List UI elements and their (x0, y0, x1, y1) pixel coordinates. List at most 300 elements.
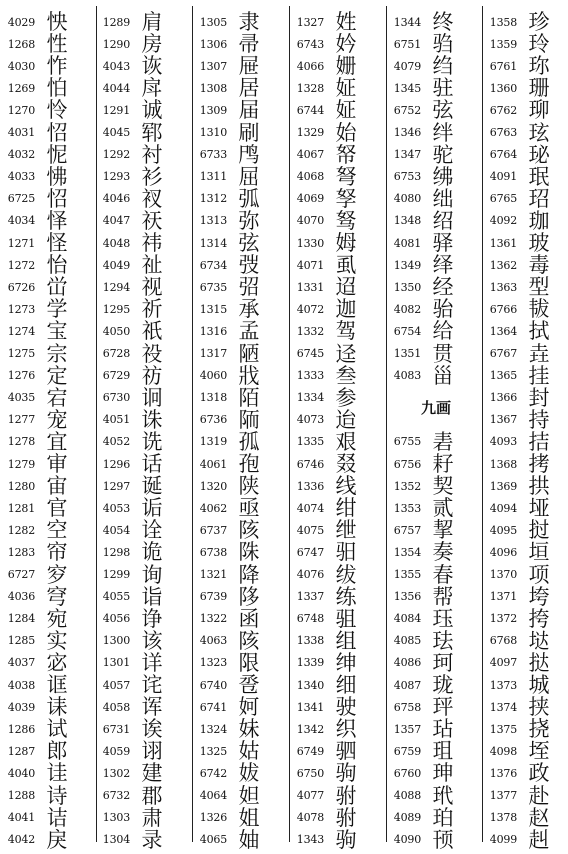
entry-character: 该 (141, 628, 163, 653)
entry-character: 垤 (528, 739, 550, 764)
entry-number: 4062 (199, 501, 227, 515)
entry-character: 官 (46, 496, 68, 521)
entry-character: 诙 (141, 54, 163, 79)
entry-character: 陑 (238, 407, 260, 432)
entry-number: 4033 (7, 170, 35, 184)
entry-number: 4043 (102, 59, 130, 73)
entry-number: 1367 (489, 413, 517, 427)
entry-character: 诞 (141, 474, 163, 499)
stroke-section-heading: 九画 (420, 399, 451, 418)
entry-number: 1298 (102, 545, 130, 559)
entry-character: 挂 (528, 363, 550, 388)
entry-number: 1335 (296, 435, 324, 449)
entry-number: 1372 (489, 612, 517, 626)
entry-number: 1308 (199, 81, 227, 95)
entry-number: 4095 (489, 523, 517, 537)
entry-character: 给 (432, 319, 454, 344)
entry-character: 弦 (432, 98, 454, 123)
entry-number: 1361 (489, 236, 517, 250)
entry-number: 1302 (102, 766, 130, 780)
entry-number: 1292 (102, 148, 130, 162)
entry-character: 性 (46, 32, 68, 57)
entry-number: 4032 (7, 148, 35, 162)
entry-character: 穸 (46, 562, 68, 587)
entry-number: 6759 (393, 744, 421, 758)
entry-number: 6755 (393, 435, 421, 449)
index-column (390, 8, 482, 852)
entry-character: 祇 (141, 319, 163, 344)
entry-character: 珐 (432, 628, 454, 653)
entry-character: 绁 (335, 518, 357, 543)
entry-number: 6726 (7, 280, 35, 294)
index-entry (4, 826, 96, 854)
entry-character: 封 (528, 385, 550, 410)
entry-character: 审 (46, 452, 68, 476)
entry-number: 4071 (296, 258, 324, 272)
entry-character: 挞 (528, 650, 550, 675)
entry-character: 孟 (238, 319, 260, 344)
entry-character: 话 (141, 452, 163, 476)
entry-character: 珊 (528, 76, 550, 101)
entry-character: 妯 (238, 827, 260, 852)
entry-number: 1312 (199, 192, 227, 206)
entry-number: 4053 (102, 501, 130, 515)
entry-character: 垭 (528, 496, 550, 521)
entry-number: 4041 (7, 811, 35, 825)
entry-character: 孢 (238, 452, 260, 476)
entry-character: 姑 (238, 739, 260, 764)
entry-character: 祈 (141, 297, 163, 322)
entry-character: 询 (141, 562, 163, 587)
entry-number: 4082 (393, 302, 421, 316)
entry-number: 1363 (489, 280, 517, 294)
entry-character: 宙 (46, 474, 68, 499)
entry-number: 1299 (102, 568, 130, 581)
entry-character: 珍 (528, 10, 550, 34)
entry-character: 姃 (335, 98, 357, 123)
entry-number: 1278 (7, 435, 35, 449)
entry-character: 诶 (141, 717, 163, 742)
entry-number: 1327 (296, 15, 324, 29)
entry-number: 1371 (489, 590, 517, 604)
entry-character: 织 (335, 717, 357, 742)
entry-number: 1273 (7, 302, 35, 316)
entry-number: 1307 (199, 59, 227, 73)
entry-character: 弩 (335, 164, 357, 189)
index-column (486, 8, 568, 852)
entry-character: 亟 (238, 496, 260, 521)
entry-number: 4093 (489, 435, 517, 449)
entry-character: 珎 (528, 54, 550, 79)
entry-number: 6768 (489, 634, 517, 648)
entry-number: 1337 (296, 590, 324, 604)
entry-character: 怪 (46, 231, 68, 255)
entry-number: 4061 (199, 457, 227, 471)
entry-character: 贯 (432, 341, 454, 366)
entry-number: 6756 (393, 457, 421, 471)
entry-number: 6736 (199, 413, 227, 427)
entry-character: 垣 (528, 540, 550, 565)
entry-character: 驾 (335, 319, 357, 344)
entry-number: 1374 (489, 700, 517, 714)
entry-character: 衫 (141, 164, 163, 189)
entry-number: 4040 (7, 766, 35, 780)
entry-character: 政 (528, 761, 550, 786)
entry-character: 组 (335, 628, 357, 653)
entry-number: 1291 (102, 103, 130, 117)
entry-number: 1274 (7, 324, 35, 338)
entry-character: 练 (335, 584, 357, 609)
entry-number: 6762 (489, 103, 517, 117)
entry-number: 6764 (489, 148, 517, 162)
entry-number: 1376 (489, 766, 517, 780)
entry-number: 6752 (393, 103, 421, 117)
entry-character: 驼 (432, 142, 454, 167)
entry-character: 陎 (238, 540, 260, 565)
entry-character: 经 (432, 275, 454, 300)
entry-number: 1370 (489, 568, 517, 581)
entry-character: 赴 (528, 783, 550, 808)
entry-character: 诣 (141, 584, 163, 609)
entry-character: 孥 (335, 186, 357, 211)
entry-character: 穹 (46, 584, 68, 609)
entry-character: 线 (335, 474, 357, 499)
entry-number: 1305 (199, 15, 227, 29)
entry-character: 贰 (432, 496, 454, 521)
entry-character: 姗 (335, 54, 357, 79)
entry-number: 1318 (199, 391, 227, 405)
entry-character: 诩 (141, 739, 163, 764)
entry-number: 4047 (102, 214, 130, 228)
entry-number: 1373 (489, 678, 517, 692)
entry-number: 1271 (7, 236, 35, 250)
entry-character: 甾 (432, 363, 454, 388)
entry-number: 6760 (393, 766, 421, 780)
entry-number: 4042 (7, 833, 35, 847)
entry-number: 4054 (102, 523, 130, 537)
entry-character: 驸 (335, 783, 357, 808)
entry-character: 宕 (46, 385, 68, 410)
entry-character: 衬 (141, 142, 163, 167)
entry-number: 1288 (7, 789, 35, 802)
entry-character: 绎 (432, 253, 454, 278)
entry-number: 4034 (7, 214, 35, 228)
entry-number: 1350 (393, 280, 421, 294)
entry-character: 屉 (238, 54, 260, 79)
entry-character: 肃 (141, 805, 163, 830)
entry-number: 4075 (296, 523, 324, 537)
entry-number: 1303 (102, 811, 130, 825)
entry-character: 迦 (335, 297, 357, 322)
entry-character: 妸 (238, 695, 260, 720)
entry-character: 珈 (528, 208, 550, 233)
entry-number: 4065 (199, 833, 227, 847)
entry-character: 诘 (46, 805, 68, 830)
entry-character: 帚 (238, 32, 260, 57)
entry-number: 1311 (199, 170, 227, 184)
entry-character: 玳 (432, 783, 454, 808)
entry-number: 1281 (7, 501, 35, 515)
entry-number: 4055 (102, 590, 130, 604)
entry-number: 1354 (393, 545, 421, 559)
entry-character: 珏 (432, 606, 454, 631)
entry-number: 1353 (393, 501, 421, 515)
entry-character: 怏 (46, 10, 68, 34)
entry-character: 珇 (432, 739, 454, 764)
entry-number: 6751 (393, 37, 421, 51)
entry-character: 砉 (432, 429, 454, 454)
entry-character: 艰 (335, 429, 357, 454)
entry-number: 6730 (102, 391, 130, 405)
entry-number: 1300 (102, 634, 130, 648)
entry-character: 怿 (46, 208, 68, 233)
entry-character: 试 (46, 717, 68, 742)
entry-character: 诜 (141, 429, 163, 454)
entry-character: 垚 (528, 341, 550, 366)
entry-number: 4080 (393, 192, 421, 206)
entry-number: 4038 (7, 678, 35, 692)
entry-character: 春 (432, 562, 454, 587)
entry-character: 挈 (432, 518, 454, 543)
entry-character: 郓 (141, 120, 163, 145)
entry-number: 6745 (296, 347, 324, 360)
entry-character: 祋 (141, 341, 163, 366)
entry-number: 4060 (199, 369, 227, 383)
entry-character: 迢 (335, 275, 357, 300)
entry-number: 6739 (199, 590, 227, 604)
entry-character: 绌 (432, 186, 454, 211)
entry-character: 珌 (528, 142, 550, 167)
entry-number: 6731 (102, 722, 130, 736)
entry-number: 4088 (393, 789, 421, 802)
entry-number: 6761 (489, 59, 517, 73)
entry-character: 拮 (528, 429, 550, 454)
entry-character: 祆 (141, 208, 163, 233)
entry-character: 怊 (46, 186, 68, 211)
entry-number: 6766 (489, 302, 517, 316)
entry-character: 姃 (335, 76, 357, 101)
entry-number: 4031 (7, 126, 35, 139)
index-entry (390, 826, 482, 854)
entry-number: 1348 (393, 214, 421, 228)
entry-number: 4091 (489, 170, 517, 184)
entry-number: 4059 (102, 744, 130, 758)
entry-number: 1345 (393, 81, 421, 95)
entry-character: 帑 (335, 142, 357, 167)
entry-number: 1321 (199, 568, 227, 581)
entry-number: 4090 (393, 833, 421, 847)
entry-character: 弢 (238, 253, 260, 278)
entry-character: 毒 (528, 253, 550, 278)
entry-character: 弥 (238, 208, 260, 233)
index-column (293, 8, 385, 852)
entry-character: 绉 (432, 54, 454, 79)
entry-number: 1364 (489, 324, 517, 338)
entry-character: 诔 (46, 695, 68, 720)
entry-number: 1349 (393, 258, 421, 272)
entry-number: 6765 (489, 192, 517, 206)
entry-character: 孤 (238, 429, 260, 454)
entry-character: 帮 (432, 584, 454, 609)
entry-number: 1280 (7, 479, 35, 493)
entry-number: 6729 (102, 369, 130, 383)
entry-number: 1331 (296, 280, 324, 294)
entry-number: 4051 (102, 413, 130, 427)
entry-character: 城 (528, 673, 550, 697)
entry-character: 陔 (238, 518, 260, 543)
entry-character: 驸 (335, 805, 357, 830)
entry-number: 1301 (102, 656, 130, 670)
entry-character: 玲 (528, 32, 550, 57)
entry-number: 1284 (7, 612, 35, 626)
entry-character: 诨 (141, 695, 163, 720)
entry-number: 1277 (7, 413, 35, 427)
entry-number: 6727 (7, 568, 35, 581)
entry-character: 始 (335, 120, 357, 145)
entry-number: 4098 (489, 744, 517, 758)
entry-number: 6725 (7, 192, 35, 206)
entry-character: 驵 (335, 606, 357, 631)
entry-character: 型 (528, 275, 550, 300)
entry-number: 1304 (102, 833, 130, 847)
entry-number: 6748 (296, 612, 324, 626)
entry-number: 1330 (296, 236, 324, 250)
entry-character: 鸤 (238, 142, 260, 167)
entry-number: 6741 (199, 700, 227, 714)
entry-character: 诧 (141, 673, 163, 697)
entry-character: 宝 (46, 319, 68, 344)
entry-number: 4096 (489, 545, 517, 559)
entry-number: 1362 (489, 258, 517, 272)
entry-character: 绋 (432, 164, 454, 189)
entry-number: 4086 (393, 656, 421, 670)
entry-number: 4078 (296, 811, 324, 825)
entry-number: 1287 (7, 744, 35, 758)
entry-character: 诠 (141, 518, 163, 543)
entry-number: 1315 (199, 302, 227, 316)
entry-character: 珋 (528, 98, 550, 123)
entry-character: 姐 (238, 805, 260, 830)
entry-number: 1334 (296, 391, 324, 405)
entry-character: 录 (141, 827, 163, 852)
entry-number: 1338 (296, 634, 324, 648)
entry-character: 届 (238, 98, 260, 123)
entry-character: 宛 (46, 606, 68, 631)
entry-number: 1365 (489, 369, 517, 383)
entry-number: 6758 (393, 700, 421, 714)
entry-number: 1317 (199, 347, 227, 360)
entry-number: 4067 (296, 148, 324, 162)
entry-character: 迨 (335, 407, 357, 432)
entry-number: 1351 (393, 347, 421, 360)
column-rule (386, 6, 387, 842)
index-entry (196, 826, 288, 854)
entry-number: 6728 (102, 347, 130, 360)
column-rule (96, 6, 97, 842)
entry-number: 1339 (296, 656, 324, 670)
entry-character: 帘 (46, 540, 68, 565)
entry-character: 郡 (141, 783, 163, 808)
entry-number: 4099 (489, 833, 517, 847)
entry-number: 6735 (199, 280, 227, 294)
entry-character: 耔 (432, 452, 454, 476)
entry-number: 1294 (102, 280, 130, 294)
entry-number: 4058 (102, 700, 130, 714)
entry-character: 函 (238, 606, 260, 631)
entry-number: 4049 (102, 258, 130, 272)
entry-number: 4052 (102, 435, 130, 449)
column-rule (289, 6, 290, 842)
entry-character: 详 (141, 650, 163, 675)
entry-character: 祉 (141, 253, 163, 278)
entry-character: 项 (528, 562, 550, 587)
entry-character: 细 (335, 673, 357, 697)
entry-number: 1329 (296, 126, 324, 139)
index-column (4, 8, 96, 852)
index-column (196, 8, 288, 852)
entry-character: 定 (46, 363, 68, 388)
entry-number: 4056 (102, 612, 130, 626)
entry-number: 1366 (489, 391, 517, 405)
entry-character: 衩 (141, 186, 163, 211)
entry-number: 6733 (199, 148, 227, 162)
entry-character: 陌 (238, 385, 260, 410)
entry-number: 6747 (296, 545, 324, 559)
entry-character: 房 (141, 32, 163, 57)
entry-character: 珀 (432, 805, 454, 830)
entry-character: 迳 (335, 341, 357, 366)
entry-number: 1357 (393, 722, 421, 736)
entry-number: 1286 (7, 722, 35, 736)
entry-character: 玶 (432, 695, 454, 720)
entry-number: 4066 (296, 59, 324, 73)
entry-character: 弦 (238, 231, 260, 255)
entry-number: 1325 (199, 744, 227, 758)
entry-number: 4063 (199, 634, 227, 648)
entry-number: 4083 (393, 369, 421, 383)
entry-number: 1272 (7, 258, 35, 272)
entry-character: 诡 (141, 540, 163, 565)
entry-character: 限 (238, 650, 260, 675)
entry-number: 4045 (102, 126, 130, 139)
entry-character: 玻 (528, 231, 550, 255)
entry-number: 1352 (393, 479, 421, 493)
entry-number: 1310 (199, 126, 227, 139)
entry-character: 建 (141, 761, 163, 786)
entry-number: 1378 (489, 811, 517, 825)
entry-number: 4094 (489, 501, 517, 515)
entry-number: 6754 (393, 324, 421, 338)
entry-character: 驽 (335, 208, 357, 233)
entry-character: 宠 (46, 407, 68, 432)
entry-number: 1360 (489, 81, 517, 95)
entry-character: 终 (432, 10, 454, 34)
entry-number: 4036 (7, 590, 35, 604)
entry-character: 卺 (238, 673, 260, 697)
entry-character: 垮 (528, 584, 550, 609)
entry-number: 1297 (102, 479, 130, 493)
entry-number: 1276 (7, 369, 35, 383)
entry-character: 驶 (335, 695, 357, 720)
entry-character: 绂 (335, 562, 357, 587)
entry-number: 1319 (199, 435, 227, 449)
entry-character: 绊 (432, 120, 454, 145)
entry-number: 4046 (102, 192, 130, 206)
entry-number: 1323 (199, 656, 227, 670)
entry-number: 1343 (296, 833, 324, 847)
entry-number: 4030 (7, 59, 35, 73)
entry-character: 陔 (238, 628, 260, 653)
